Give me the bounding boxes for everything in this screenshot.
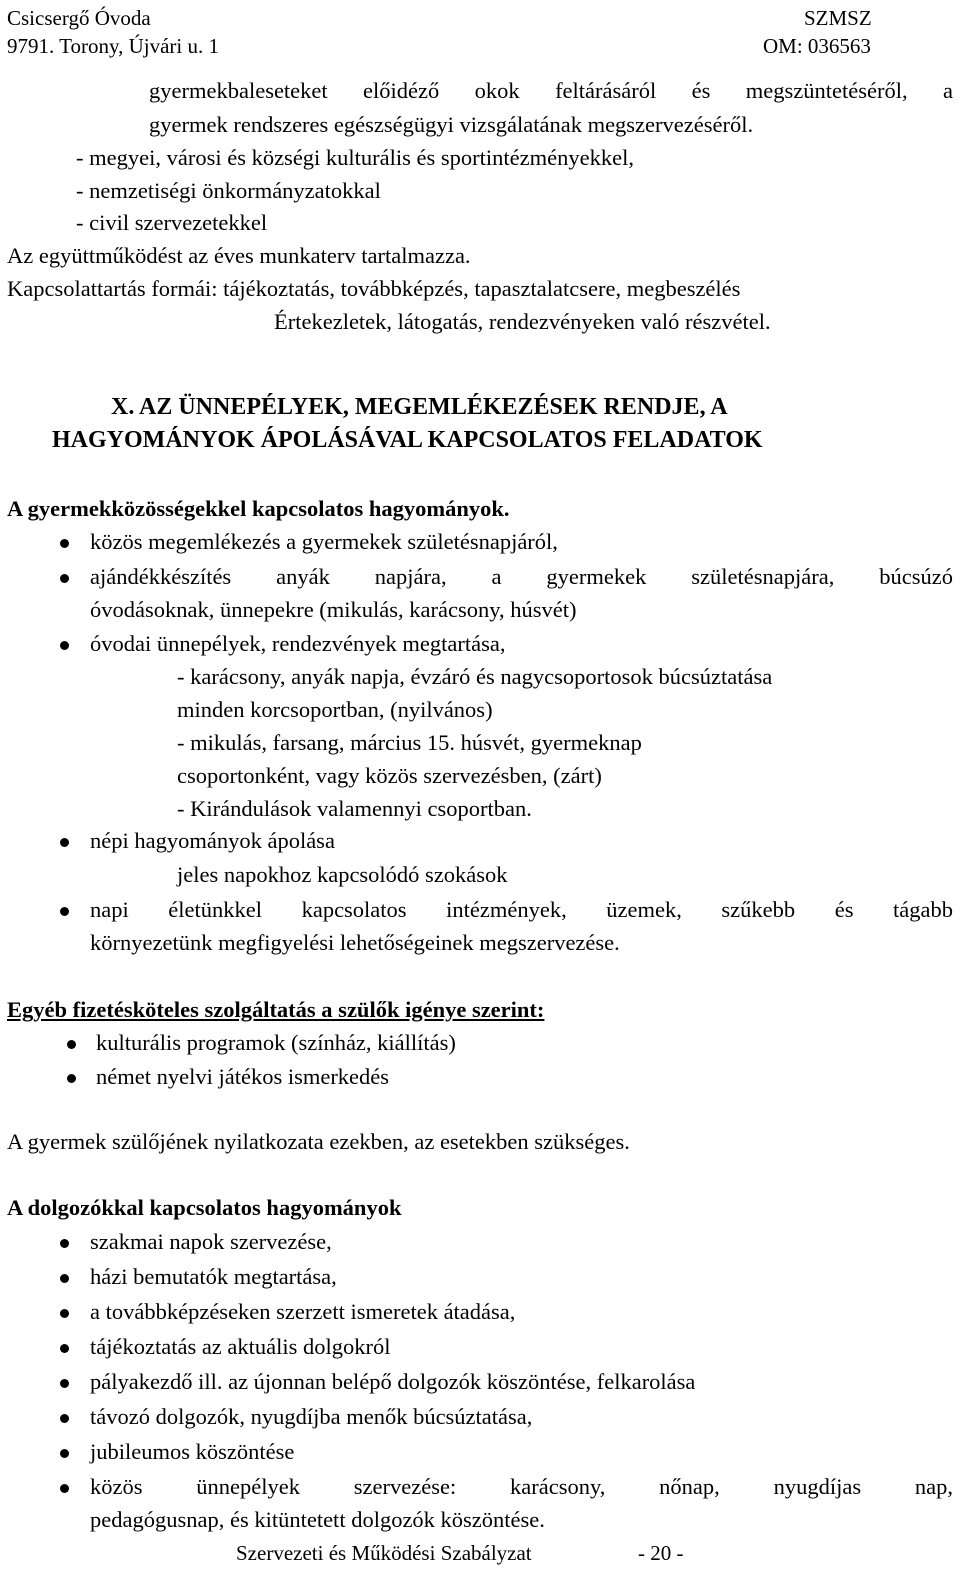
paid-services-note: A gyermek szülőjének nyilatkozata ezekben, az esetekben szükséges. xyxy=(7,1129,630,1154)
list-item: tájékoztatás az aktuális dolgokról xyxy=(90,1334,391,1359)
list-item: napi életünkkel kapcsolatos intézmények, üzemek, szűkebb és tágabb xyxy=(90,897,953,922)
bullet-icon xyxy=(60,1379,69,1388)
bullet-icon xyxy=(60,1309,69,1318)
sub-item: - mikulás, farsang, március 15. húsvét, gyermeknap xyxy=(177,730,642,755)
list-item: ajándékkészítés anyák napjára, a gyermekek születésnapjára, búcsúzó xyxy=(90,564,953,589)
bullet-icon xyxy=(60,1449,69,1458)
list-item: német nyelvi játékos ismerkedés xyxy=(96,1064,390,1089)
children-traditions-heading: A gyermekközösségekkel kapcsolatos hagyományok. xyxy=(7,496,510,521)
partner-item: - civil szervezetekkel xyxy=(76,210,268,235)
footer-doc-title: Szervezeti és Működési Szabályzat xyxy=(236,1541,532,1565)
sub-item: minden korcsoportban, (nyilvános) xyxy=(177,697,493,722)
list-item-continuation: pedagógusnap, és kitüntetett dolgozók köszöntése. xyxy=(90,1507,545,1532)
intro-line-1: gyermekbaleseteket előidéző okok feltárásáról és megszüntetéséről, a xyxy=(149,78,953,103)
header-om-id: OM: 036563 xyxy=(763,34,871,58)
bullet-icon xyxy=(60,907,69,916)
list-item: a továbbképzéseken szerzett ismeretek átadása, xyxy=(90,1299,516,1324)
contact-forms-continuation: Értekezletek, látogatás, rendezvényeken való részvétel. xyxy=(274,309,771,334)
partner-item: - megyei, városi és községi kulturális és sportintézményekkel, xyxy=(76,145,634,170)
section-title-line-2: HAGYOMÁNYOK ÁPOLÁSÁVAL KAPCSOLATOS FELADATOK xyxy=(52,427,763,453)
page-number: - 20 - xyxy=(638,1541,684,1565)
bullet-icon xyxy=(67,1074,76,1083)
list-item: szakmai napok szervezése, xyxy=(90,1229,332,1254)
list-item: jubileumos köszöntése xyxy=(90,1439,295,1464)
list-item: népi hagyományok ápolása xyxy=(90,828,335,853)
list-item-continuation: környezetünk megfigyelési lehetőségeinek megszervezése. xyxy=(90,930,620,955)
list-item: pályakezdő ill. az újonnan belépő dolgozók köszöntése, felkarolása xyxy=(90,1369,696,1394)
bullet-icon xyxy=(60,1484,69,1493)
intro-line-2: gyermek rendszeres egészségügyi vizsgálatának megszervezéséről. xyxy=(149,112,754,137)
list-item: kulturális programok (színház, kiállítás) xyxy=(96,1030,456,1055)
list-item: távozó dolgozók, nyugdíjba menők búcsúztatása, xyxy=(90,1404,533,1429)
bullet-icon xyxy=(60,1274,69,1283)
header-org-name: Csicsergő Óvoda xyxy=(7,6,151,30)
paid-services-heading: Egyéb fizetésköteles szolgáltatás a szülők igénye szerint: xyxy=(7,997,545,1022)
bullet-icon xyxy=(60,1344,69,1353)
sub-item: csoportonként, vagy közös szervezésben, (zárt) xyxy=(177,763,602,788)
contact-forms: Kapcsolattartás formái: tájékoztatás, továbbképzés, tapasztalatcsere, megbeszélés xyxy=(7,276,741,301)
header-doc-code: SZMSZ xyxy=(804,6,872,30)
bullet-icon xyxy=(60,1239,69,1248)
sub-item: - karácsony, anyák napja, évzáró és nagycsoportosok búcsúztatása xyxy=(177,664,773,689)
plan-note: Az együttműködést az éves munkaterv tartalmazza. xyxy=(7,243,471,268)
header-address: 9791. Torony, Újvári u. 1 xyxy=(7,34,220,58)
list-item: közös ünnepélyek szervezése: karácsony, nőnap, nyugdíjas nap, xyxy=(90,1474,953,1499)
staff-traditions-heading: A dolgozókkal kapcsolatos hagyományok xyxy=(7,1195,402,1220)
sub-item: - Kirándulások valamennyi csoportban. xyxy=(177,796,532,821)
section-title-line-1: X. AZ ÜNNEPÉLYEK, MEGEMLÉKEZÉSEK RENDJE, A xyxy=(111,394,728,420)
bullet-icon xyxy=(60,641,69,650)
list-item: házi bemutatók megtartása, xyxy=(90,1264,337,1289)
partner-item: - nemzetiségi önkormányzatokkal xyxy=(76,178,381,203)
bullet-icon xyxy=(60,574,69,583)
bullet-icon xyxy=(60,1414,69,1423)
bullet-icon xyxy=(67,1040,76,1049)
list-item: közös megemlékezés a gyermekek születésnapjáról, xyxy=(90,529,558,554)
sub-item: jeles napokhoz kapcsolódó szokások xyxy=(177,862,508,887)
bullet-icon xyxy=(60,838,69,847)
bullet-icon xyxy=(60,539,69,548)
list-item-continuation: óvodásoknak, ünnepekre (mikulás, karácsony, húsvét) xyxy=(90,597,577,622)
list-item: óvodai ünnepélyek, rendezvények megtartása, xyxy=(90,631,506,656)
